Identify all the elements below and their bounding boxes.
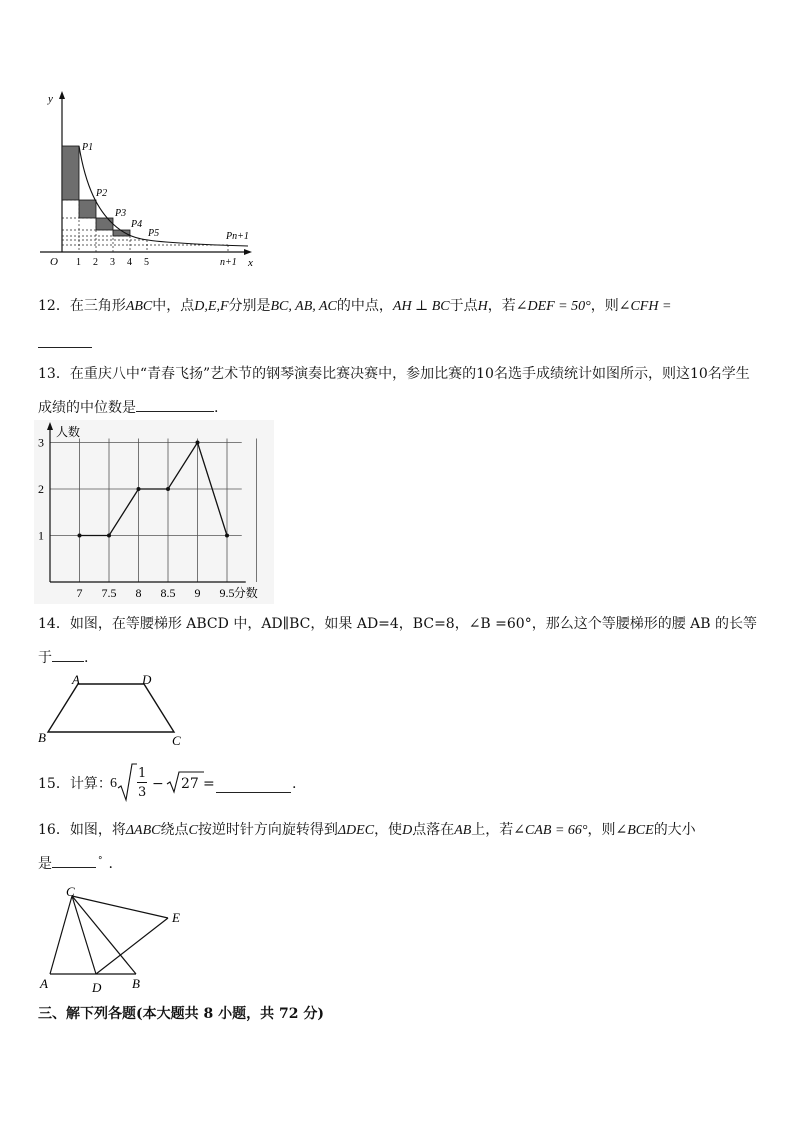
q14-end: . — [84, 650, 89, 666]
q12-text-g: ，则 — [590, 298, 619, 314]
q12-text-a: 在三角形 — [69, 298, 126, 314]
fig11-rect-1 — [62, 146, 79, 200]
q16-triangle-2: ΔDEC — [337, 823, 375, 838]
q16-label-c: C — [66, 884, 75, 899]
q16-text-b: 绕点 — [160, 822, 189, 838]
q14-label-b: B — [38, 730, 46, 745]
q14-answer-blank[interactable] — [52, 645, 84, 662]
q15-end: . — [292, 776, 297, 792]
q16-text-2a: 是 — [38, 856, 52, 872]
q16-line-ce — [72, 896, 168, 918]
q16-line-cb — [72, 896, 136, 974]
q12-text-c: 分别是 — [228, 298, 271, 314]
q12-point-h: H — [477, 299, 488, 314]
q16-segment-ab: AB — [454, 823, 472, 838]
q12-points: D,E,F — [194, 299, 229, 314]
q12-text-f: ，若 — [487, 298, 516, 314]
question-13-line1 — [38, 364, 750, 384]
question-14-line2 — [38, 645, 88, 668]
fig11-tick-3: 3 — [110, 257, 115, 268]
chart-y-title: 人数 — [56, 425, 81, 439]
q16-point-d: D — [402, 823, 413, 838]
chart-x-tick-9.5: 9.5 — [219, 586, 235, 600]
q12-angle: ∠DEF = 50° — [515, 299, 591, 314]
q14-number: 14． — [38, 616, 70, 632]
fig11-pn1-label: Pn+1 — [226, 231, 249, 242]
fig11-p2-label: P2 — [96, 188, 108, 199]
q16-text-e: 点落在 — [412, 822, 455, 838]
section-3-heading: 三、解下列各题(本大题共 8 小题，共 72 分) — [38, 1006, 324, 1022]
q15-text: 计算： — [69, 776, 112, 792]
fig11-p5-label: P5 — [148, 228, 160, 239]
q14-trapezoid-figure — [34, 670, 194, 750]
fig11-p4-label: P4 — [131, 219, 143, 230]
q16-line-cd — [72, 896, 96, 974]
chart-x-tick-7.5: 7.5 — [101, 586, 117, 600]
fig11-rect-2 — [79, 200, 96, 218]
q16-text-f: 上，若 — [471, 822, 514, 838]
chart-point-7.5 — [107, 534, 111, 538]
q15-answer-blank[interactable] — [216, 776, 291, 793]
chart-background — [34, 420, 274, 604]
question-13-line2 — [38, 395, 218, 418]
q12-text-e: 于点 — [449, 298, 478, 314]
q16-end: . — [108, 856, 113, 872]
q15-fraction-num: 1 — [138, 766, 147, 781]
chart-y-tick-1: 1 — [38, 528, 44, 543]
q14-trapezoid — [48, 684, 174, 732]
q16-answer-blank[interactable] — [52, 851, 96, 868]
q16-label-e: E — [172, 910, 180, 925]
q16-label-b: B — [132, 976, 140, 991]
fig11-y-arrow — [59, 91, 65, 99]
chart-y-tick-3: 3 — [38, 435, 44, 450]
q16-degree: ° — [98, 856, 103, 866]
q14-label-c: C — [172, 733, 181, 748]
q16-angle: ∠CAB = 66° — [513, 823, 588, 838]
fig11-p1-label: P1 — [82, 142, 94, 153]
question-16-line2 — [38, 851, 113, 874]
chart-point-7 — [78, 534, 82, 538]
q12-perpendicular: AH ⊥ BC — [392, 299, 450, 314]
question-12 — [38, 296, 671, 317]
question-14-line1 — [38, 614, 757, 634]
fig11-tick-n1: n+1 — [220, 257, 237, 268]
chart-point-9 — [196, 441, 200, 445]
q16-text-g: ，则 — [587, 822, 616, 838]
chart-point-8.5 — [166, 487, 170, 491]
q16-label-a: A — [40, 976, 48, 991]
q12-text-d: 的中点， — [336, 298, 393, 314]
fig11-y-label: y — [48, 93, 53, 105]
q16-number: 16． — [38, 822, 70, 838]
chart-x-title: 分数 — [233, 586, 258, 600]
q12-sides: BC, AB, AC — [270, 299, 337, 314]
q15-radicand: 27 — [181, 776, 199, 792]
fig11-rect-3 — [96, 218, 113, 230]
fig11-origin-label: O — [50, 256, 58, 268]
chart-point-9.5 — [225, 534, 229, 538]
chart-x-tick-7: 7 — [76, 586, 83, 600]
q15-coef: 6 — [110, 776, 117, 791]
fig11-p3-label: P3 — [115, 208, 127, 219]
chart-x-tick-9: 9 — [194, 586, 201, 600]
q16-line-ca — [50, 896, 72, 974]
fig11-x-arrow — [244, 249, 252, 255]
fig11-tick-1: 1 — [76, 257, 81, 268]
q13-number: 13． — [38, 366, 70, 382]
q13-end: . — [214, 400, 219, 416]
chart-y-tick-2: 2 — [38, 482, 44, 496]
chart-point-8 — [137, 487, 141, 491]
q12-number: 12． — [38, 298, 70, 314]
q16-text-d: ，使 — [374, 822, 403, 838]
q16-text-c: 按逆时针方向旋转得到 — [197, 822, 338, 838]
q14-label-a: A — [72, 672, 80, 687]
q13-answer-blank[interactable] — [136, 395, 214, 412]
q12-text-b: 中，点 — [152, 298, 195, 314]
chart-x-tick-8.5: 8.5 — [160, 586, 176, 600]
q12-triangle: ABC — [125, 299, 153, 314]
chart-x-tick-8: 8 — [135, 586, 142, 600]
fig11-x-label: x — [248, 257, 253, 269]
q12-answer-blank[interactable] — [38, 333, 92, 348]
fig11-tick-4: 4 — [127, 257, 132, 268]
q16-label-d: D — [92, 980, 102, 994]
q15-number: 15． — [38, 776, 70, 792]
q13-chart — [34, 420, 284, 604]
fig11-graph — [36, 88, 260, 270]
q15-radical-sign — [117, 762, 137, 804]
fig11-tick-5: 5 — [144, 257, 149, 268]
q16-text-a: 如图，将 — [69, 822, 126, 838]
q14-label-d: D — [142, 672, 152, 687]
question-16-line1 — [38, 820, 696, 841]
q16-line-de — [96, 918, 168, 974]
q12-ask: ∠CFH = — [618, 299, 672, 314]
q15-minus: − — [152, 776, 164, 792]
q13-text-2: 成绩的中位数是 — [38, 400, 136, 416]
q16-figure — [34, 884, 194, 994]
q16-point-c: C — [188, 823, 198, 838]
q13-text: 在重庆八中“青春飞扬”艺术节的钢琴演奏比赛决赛中，参加比赛的10名选手成绩统计如图所示，则这10名学生 — [69, 366, 750, 382]
q14-text: 如图，在等腰梯形 ABCD 中，AD∥BC，如果 AD=4，BC=8，∠B =60°，那么这个等腰梯形的腰 AB 的长等 — [69, 616, 758, 632]
fig11-tick-2: 2 — [93, 257, 98, 268]
q15-fraction-den: 3 — [138, 785, 147, 800]
q15-equals: = — [203, 776, 215, 792]
q16-ask: ∠BCE — [615, 823, 654, 838]
q16-triangle-1: ΔABC — [125, 823, 161, 838]
q14-text-2: 于 — [38, 650, 52, 666]
q16-text-h: 的大小 — [653, 822, 696, 838]
